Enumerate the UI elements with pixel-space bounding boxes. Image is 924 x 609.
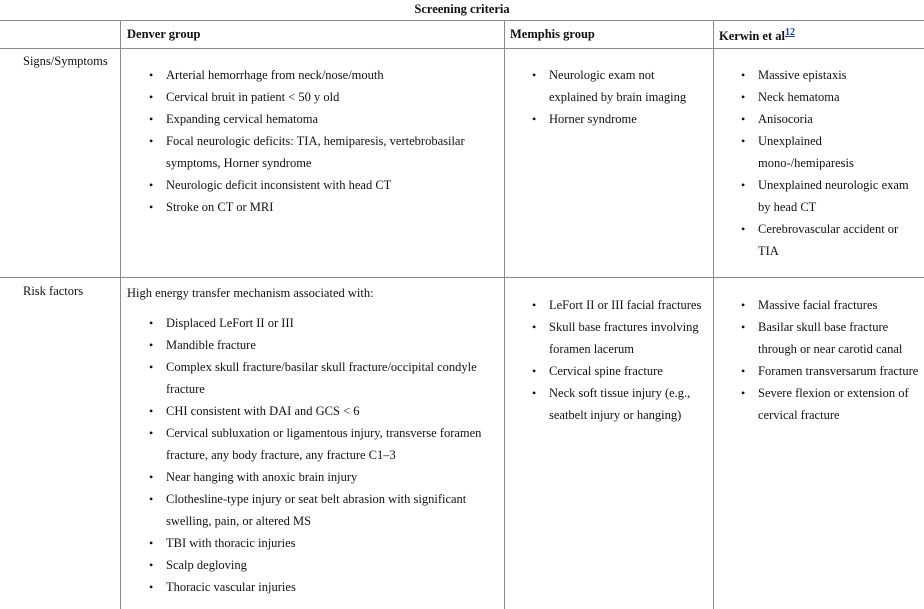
list-item: • Unexplained neurologic exam by head CT: [736, 174, 920, 218]
list-item: • Foramen transversarum fracture: [736, 360, 920, 382]
list-item: • CHI consistent with DAI and GCS < 6: [144, 400, 502, 422]
list-item: • Neck soft tissue injury (e.g., seatbelt injury or hanging): [527, 382, 705, 426]
list-item: • TBI with thoracic injuries: [144, 532, 502, 554]
list-item: • Anisocoria: [736, 108, 920, 130]
grid-line-col-3: [713, 20, 714, 609]
list-risk-denver: [144, 312, 502, 598]
list-item: • Stroke on CT or MRI: [144, 196, 500, 218]
list-item: • Skull base fractures involving foramen lacerum: [527, 316, 705, 360]
cell-signs-memphis: [527, 64, 705, 130]
cell-risk-kerwin: [736, 294, 920, 426]
column-header-memphis: Memphis group: [510, 27, 595, 41]
list-item: • Neurologic exam not explained by brain imaging: [527, 64, 705, 108]
list-signs-denver: [144, 64, 500, 218]
list-item: • LeFort II or III facial fractures: [527, 294, 705, 316]
cell-signs-kerwin: [736, 64, 920, 262]
reference-superscript: [785, 27, 795, 38]
list-item: • Complex skull fracture/basilar skull fracture/occipital condyle fracture: [144, 356, 502, 400]
grid-line-col-1: [120, 20, 121, 609]
list-signs-kerwin: [736, 64, 920, 262]
list-item: • Cervical spine fracture: [527, 360, 705, 382]
table-caption: Screening criteria: [414, 2, 510, 16]
grid-line-top: [0, 20, 924, 21]
list-item: • Unexplained mono-/hemiparesis: [736, 130, 920, 174]
list-item: • Neurologic deficit inconsistent with head CT: [144, 174, 500, 196]
list-item: • Expanding cervical hematoma: [144, 108, 500, 130]
list-item: • Thoracic vascular injuries: [144, 576, 502, 598]
list-item: • Near hanging with anoxic brain injury: [144, 466, 502, 488]
cell-risk-denver: [127, 284, 502, 598]
list-item: • Cervical subluxation or ligamentous injury, transverse foramen fracture, any body fracture, any fracture C1–3: [144, 422, 502, 466]
cell-signs-denver: [144, 64, 500, 218]
column-header-kerwin-label: Kerwin et al: [719, 29, 785, 44]
risk-denver-intro: High energy transfer mechanism associated with:: [127, 286, 374, 300]
grid-line-header-bottom: [0, 48, 924, 49]
row-header-risk-factors: Risk factors: [23, 284, 84, 298]
list-item: • Clothesline-type injury or seat belt abrasion with significant swelling, pain, or altered MS: [144, 488, 502, 532]
list-item: • Massive facial fractures: [736, 294, 920, 316]
list-item: • Neck hematoma: [736, 86, 920, 108]
column-header-denver: Denver group: [127, 27, 201, 41]
cell-risk-memphis: [527, 294, 705, 426]
list-item: • Scalp degloving: [144, 554, 502, 576]
list-item: • Displaced LeFort II or III: [144, 312, 502, 334]
list-item: • Massive epistaxis: [736, 64, 920, 86]
grid-line-row-divider: [0, 277, 924, 278]
list-item: • Focal neurologic deficits: TIA, hemiparesis, vertebrobasilar symptoms, Horner syndrome: [144, 130, 500, 174]
list-signs-memphis: [527, 64, 705, 130]
column-header-kerwin: [719, 27, 795, 44]
list-item: • Arterial hemorrhage from neck/nose/mouth: [144, 64, 500, 86]
list-item: • Cerebrovascular accident or TIA: [736, 218, 920, 262]
list-item: • Severe flexion or extension of cervical fracture: [736, 382, 920, 426]
row-header-signs-symptoms: Signs/Symptoms: [23, 54, 108, 68]
list-item: • Cervical bruit in patient < 50 y old: [144, 86, 500, 108]
list-item: • Basilar skull base fracture through or near carotid canal: [736, 316, 920, 360]
list-item: • Horner syndrome: [527, 108, 705, 130]
list-item: • Mandible fracture: [144, 334, 502, 356]
list-risk-memphis: [527, 294, 705, 426]
list-risk-kerwin: [736, 294, 920, 426]
grid-line-col-2: [504, 20, 505, 609]
reference-link[interactable]: 12: [784, 27, 795, 38]
